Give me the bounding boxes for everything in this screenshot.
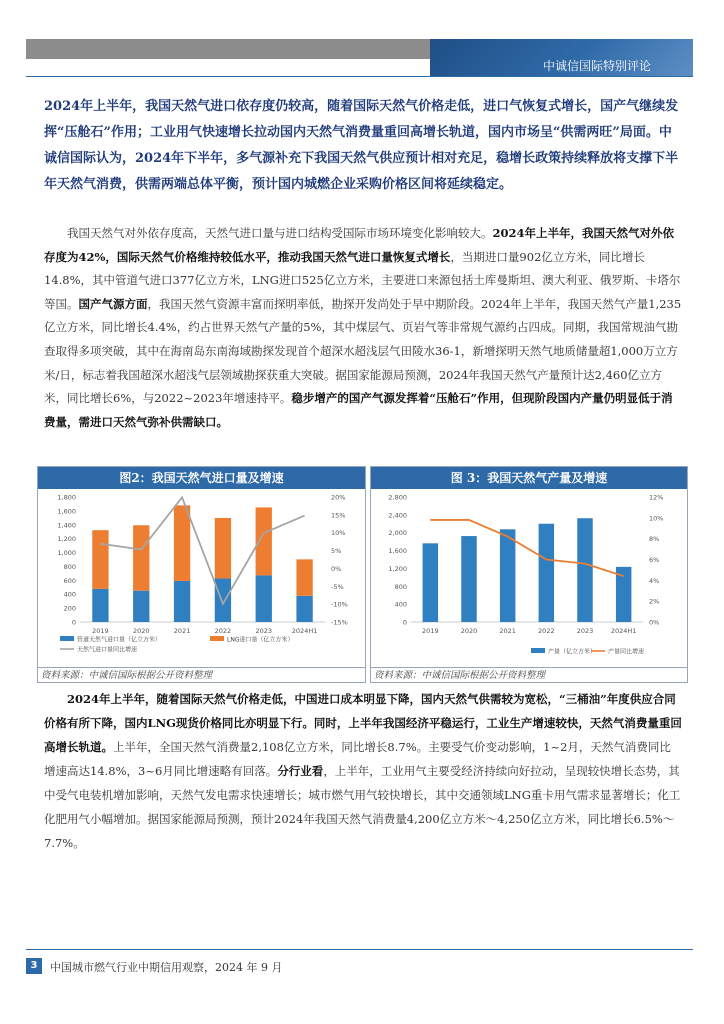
y-left-tick-label: 400	[63, 590, 76, 599]
y-right-tick-label: -15%	[331, 618, 348, 627]
bar-segment	[133, 525, 149, 590]
bold-span: 国产气源方面	[78, 296, 148, 311]
footer-rule	[26, 949, 693, 950]
header-rule	[26, 76, 693, 77]
bold-span: 稳步增产的国产气源发挥着“压舱石”作用，但现阶段国内产量仍明显低于消费量，需进口天然气弥补供需缺口。	[44, 391, 673, 429]
chart-title: 图2：我国天然气进口量及增速	[38, 467, 365, 489]
x-tick-label: 2020	[460, 627, 478, 635]
x-tick-label: 2020	[132, 627, 150, 635]
chart-production-svg	[371, 489, 687, 665]
legend-label: 产量（亿立方米）	[548, 648, 597, 656]
y-right-tick-label: 5%	[331, 547, 342, 556]
y-left-tick-label: 0	[71, 618, 76, 627]
x-tick-label: 2019	[92, 627, 109, 635]
paragraph-import	[44, 222, 682, 434]
y-left-tick-label: 1,400	[57, 521, 76, 530]
paragraph-consumption	[44, 687, 682, 855]
bar-segment	[256, 575, 272, 622]
bold-span: 2024年上半年，我国天然气对外依存度为42%，国际天然气价格维持较低水平，推动我国天然气进口量恢复式增长	[44, 226, 675, 264]
legend-label: 产量同比增速	[608, 648, 645, 656]
y-left-tick-label: 600	[63, 576, 76, 585]
bar	[423, 543, 438, 622]
chart-source: 资料来源：中诚信国际根据公开资料整理	[371, 667, 687, 682]
y-left-tick-label: 400	[394, 600, 407, 609]
x-tick-label: 2024H1	[610, 627, 637, 635]
y-right-tick-label: 0%	[331, 564, 342, 573]
bar-segment	[215, 518, 231, 578]
text-span: ，当期进口量902亿立方米，同比增长14.8%，其中管道气进口377亿立方米，LNG进口525亿立方米，主要进口来源包括土库曼斯坦、澳大利亚、俄罗斯、卡塔尔等国。	[44, 249, 681, 311]
x-tick-label: 2021	[173, 627, 191, 635]
bar-segment	[215, 578, 231, 622]
y-right-tick-label: 12%	[649, 493, 664, 502]
y-left-tick-label: 800	[63, 562, 76, 571]
y-left-tick-label: 2,800	[388, 493, 407, 502]
x-tick-label: 2023	[255, 627, 273, 635]
chart-source: 资料来源：中诚信国际根据公开资料整理	[38, 667, 365, 682]
bar-segment	[133, 591, 149, 622]
text-span: 我国天然气对外依存度高，天然气进口量与进口结构受国际市场环境变化影响较大。	[67, 226, 493, 240]
legend-label: LNG进口量（亿立方米）	[227, 636, 294, 644]
y-right-tick-label: 6%	[649, 556, 660, 564]
bar-segment	[174, 505, 190, 581]
footer-text: 中国城市燃气行业中期信用观察，2024 年 9 月	[50, 961, 283, 974]
legend-swatch	[210, 636, 224, 641]
y-left-tick-label: 2,400	[388, 511, 407, 520]
x-tick-label: 2022	[214, 627, 232, 635]
bar	[500, 529, 515, 622]
text-span: ，我国天然气资源丰富而探明率低，勘探开发尚处于早中期阶段。2024年上半年，我国天然气产量1,235亿立方米，同比增长4.4%，约占世界天然气产量的5%，其中煤层气、页岩气等非常规气源约占四成。同期，我国常规油气勘查取得多项突破，其中在海南岛东南海域勘探发现首个超深水超浅层气田陵水36-1，新增探明天然气地质储量超1,000万立方米/日，标志着我国超深水超浅气层领域勘探获重大突破。据国家能源局预测，2024年我国天然气产量预计达2,460亿立方米，同比增长6%，与2022~2023年增速持平。	[44, 296, 682, 406]
series-line	[100, 497, 304, 603]
chart-production	[370, 466, 688, 683]
y-left-tick-label: 1,200	[57, 535, 76, 544]
series-line	[430, 520, 623, 576]
y-left-tick-label: 1,200	[388, 564, 407, 573]
y-left-tick-label: 200	[63, 604, 76, 613]
bar	[539, 524, 554, 622]
y-right-tick-label: -5%	[331, 582, 344, 591]
header-title: 中诚信国际特别评论	[542, 59, 651, 73]
bar-segment	[92, 530, 108, 589]
y-right-tick-label: 0%	[649, 618, 660, 627]
y-left-tick-label: 1,000	[57, 549, 76, 558]
x-tick-label: 2021	[499, 627, 516, 635]
text-span: 上半年，全国天然气消费量2,108亿立方米，同比增长8.7%。主要受气价变动影响，1~2月，天然气消费同比增速高达14.8%，3~6月同比增速略有回落。	[44, 740, 671, 778]
legend-swatch	[531, 648, 545, 653]
x-tick-label: 2022	[538, 627, 555, 635]
y-right-tick-label: 15%	[331, 511, 346, 520]
legend-swatch	[60, 636, 74, 641]
chart-import-svg	[38, 489, 365, 665]
header-banner	[430, 39, 693, 77]
y-left-tick-label: 0	[402, 618, 407, 627]
bar-segment	[92, 589, 108, 622]
y-right-tick-label: -10%	[331, 600, 348, 609]
bar	[461, 536, 476, 622]
chart-import	[37, 466, 366, 683]
y-right-tick-label: 4%	[649, 576, 660, 585]
bold-span: 2024年上半年，随着国际天然气价格走低，中国进口成本明显下降，国内天然气供需较为宽松，“三桶油”年度供应合同价格有所下降，国内LNG现货价格同比亦明显下行。同时，上半年我国经济平稳运行，工业生产增速较快，天然气消费量重回高增长轨道。	[44, 692, 682, 754]
y-right-tick-label: 2%	[649, 597, 660, 606]
lead-summary: 2024年上半年，我国天然气进口依存度仍较高，随着国际天然气价格走低，进口气恢复式增长，国产气继续发挥“压舱石”作用；工业用气快速增长拉动国内天然气消费量重回高增长轨道，国内市场呈“供需两旺”局面。中诚信国际认为，2024年下半年，多气源补充下我国天然气供应预计相对充足，稳增长政策持续释放将支撑下半年天然气消费，供需两端总体平衡，预计国内城燃企业采购价格区间将延续稳定。	[44, 99, 679, 192]
y-left-tick-label: 1,600	[57, 507, 76, 516]
text-span: ，上半年，工业用气主要受经济持续向好拉动，呈现较快增长态势，其中受气电装机增加影响，天然气发电需求快速增长；城市燃气用气较快增长，其中交通领域LNG重卡用气需求显著增长；化工化肥用气小幅增加。据国家能源局预测，预计2024年我国天然气消费量4,200亿立方米～4,250亿立方米，同比增长6.5%～7.7%。	[44, 764, 681, 850]
y-left-tick-label: 2,000	[388, 529, 407, 538]
y-left-tick-label: 1,800	[57, 493, 76, 502]
bar	[577, 518, 592, 622]
page-number: 3	[26, 958, 42, 974]
y-right-tick-label: 8%	[649, 535, 660, 544]
chart-title: 图 3：我国天然气产量及增速	[371, 467, 687, 489]
x-tick-label: 2019	[422, 627, 439, 635]
x-tick-label: 2024H1	[291, 627, 318, 635]
y-right-tick-label: 20%	[331, 493, 346, 502]
y-left-tick-label: 1,600	[388, 547, 407, 556]
y-right-tick-label: 10%	[331, 529, 346, 538]
y-right-tick-label: 10%	[649, 514, 664, 523]
legend-label: 管道天然气进口量（亿立方米）	[77, 636, 162, 644]
bar-segment	[296, 596, 312, 622]
bold-span: 分行业看	[277, 764, 324, 778]
bar-segment	[296, 559, 312, 595]
y-left-tick-label: 800	[394, 582, 407, 591]
bar-segment	[174, 581, 190, 622]
legend-label: 天然气进口量同比增速	[77, 646, 138, 654]
x-tick-label: 2023	[576, 627, 594, 635]
